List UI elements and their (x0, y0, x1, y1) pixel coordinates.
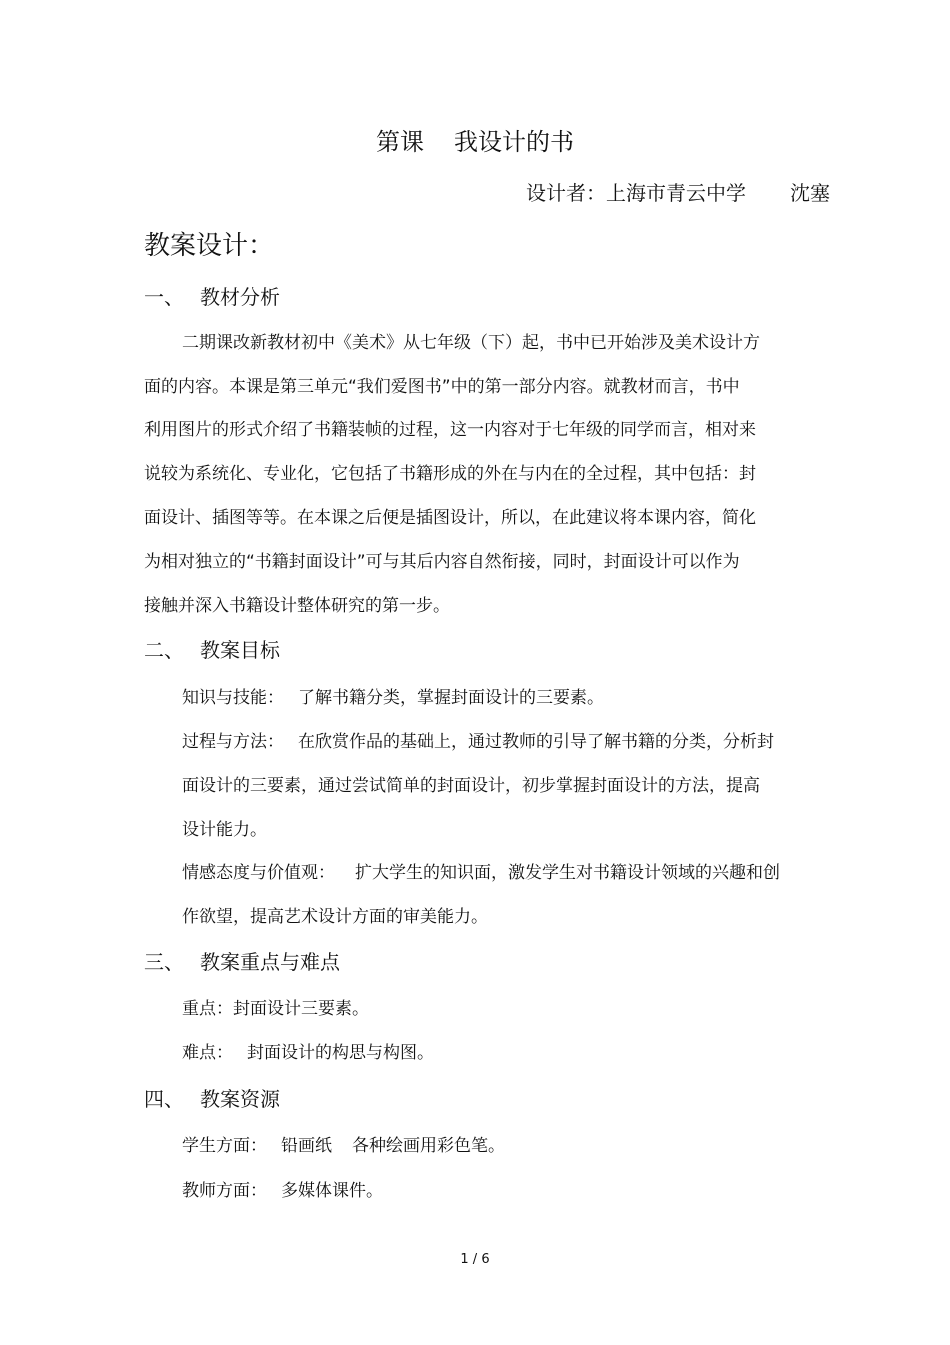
author-line (526, 177, 830, 206)
section-heading-4 (144, 1083, 280, 1112)
goal-label: 知识与技能： (182, 688, 284, 708)
document-title (0, 122, 950, 157)
key-point (182, 994, 369, 1019)
goal-text: 了解书籍分类，掌握封面设计的三要素。 (298, 688, 604, 708)
title-name: 我设计的书 (454, 128, 574, 156)
section-title: 教案目标 (200, 638, 280, 662)
section-number: 四、 (144, 1087, 184, 1111)
key-label: 重点： (182, 999, 233, 1019)
section-title: 教案资源 (200, 1087, 280, 1111)
hard-point (182, 1038, 434, 1063)
resource-item: 各种绘画用彩色笔。 (352, 1136, 505, 1156)
goal-emotion (182, 858, 780, 883)
goal-text-line: 面设计的三要素，通过尝试简单的封面设计，初步掌握封面设计的方法，提高 (182, 776, 760, 796)
resource-label: 教师方面： (182, 1181, 267, 1201)
section-number: 三、 (144, 950, 184, 974)
section-number: 一、 (144, 285, 184, 309)
paragraph-line: 为相对独立的“书籍封面设计”可与其后内容自然衔接，同时，封面设计可以作为 (144, 552, 740, 572)
resource-item: 铅画纸 (281, 1136, 332, 1156)
paragraph-line: 面的内容。本课是第三单元“我们爱图书”中的第一部分内容。就教材而言，书中 (144, 377, 740, 397)
resource-student (182, 1131, 505, 1156)
section-heading-2 (144, 634, 280, 663)
resource-text: 多媒体课件。 (281, 1181, 383, 1201)
hard-label: 难点： (182, 1043, 233, 1063)
goal-text-line: 设计能力。 (182, 820, 267, 840)
key-text: 封面设计三要素。 (233, 999, 369, 1019)
goal-knowledge (182, 683, 604, 708)
goal-label: 情感态度与价值观： (182, 863, 335, 883)
hard-text: 封面设计的构思与构图。 (247, 1043, 434, 1063)
paragraph-line: 说较为系统化、专业化，它包括了书籍形成的外在与内在的全过程，其中包括：封 (144, 464, 756, 484)
section-number: 二、 (144, 638, 184, 662)
paragraph-line: 利用图片的形式介绍了书籍装帧的过程，这一内容对于七年级的同学而言，相对来 (144, 420, 756, 440)
title-lesson: 第课 (376, 128, 424, 156)
section-title: 教案重点与难点 (200, 950, 340, 974)
goal-process (182, 727, 774, 752)
goal-text: 扩大学生的知识面，激发学生对书籍设计领域的兴趣和创 (355, 863, 780, 883)
resource-teacher (182, 1176, 383, 1201)
paragraph-line: 二期课改新教材初中《美术》从七年级（下）起，书中已开始涉及美术设计方 (182, 333, 760, 353)
section-heading-1 (144, 281, 280, 310)
paragraph-line: 接触并深入书籍设计整体研究的第一步。 (144, 596, 450, 616)
paragraph-line: 面设计、插图等等。在本课之后便是插图设计，所以，在此建议将本课内容，简化 (144, 508, 756, 528)
author-label: 设计者：上海市青云中学 (526, 181, 746, 205)
section-title: 教材分析 (200, 285, 280, 309)
resource-label: 学生方面： (182, 1136, 267, 1156)
goal-text-line: 作欲望，提高艺术设计方面的审美能力。 (182, 907, 488, 927)
main-heading: 教案设计： (144, 231, 275, 261)
section-heading-3 (144, 946, 340, 975)
goal-label: 过程与方法： (182, 732, 284, 752)
page-number: 1 / 6 (460, 1252, 490, 1267)
goal-text: 在欣赏作品的基础上，通过教师的引导了解书籍的分类，分析封 (298, 732, 774, 752)
author-name: 沈塞 (790, 181, 830, 205)
